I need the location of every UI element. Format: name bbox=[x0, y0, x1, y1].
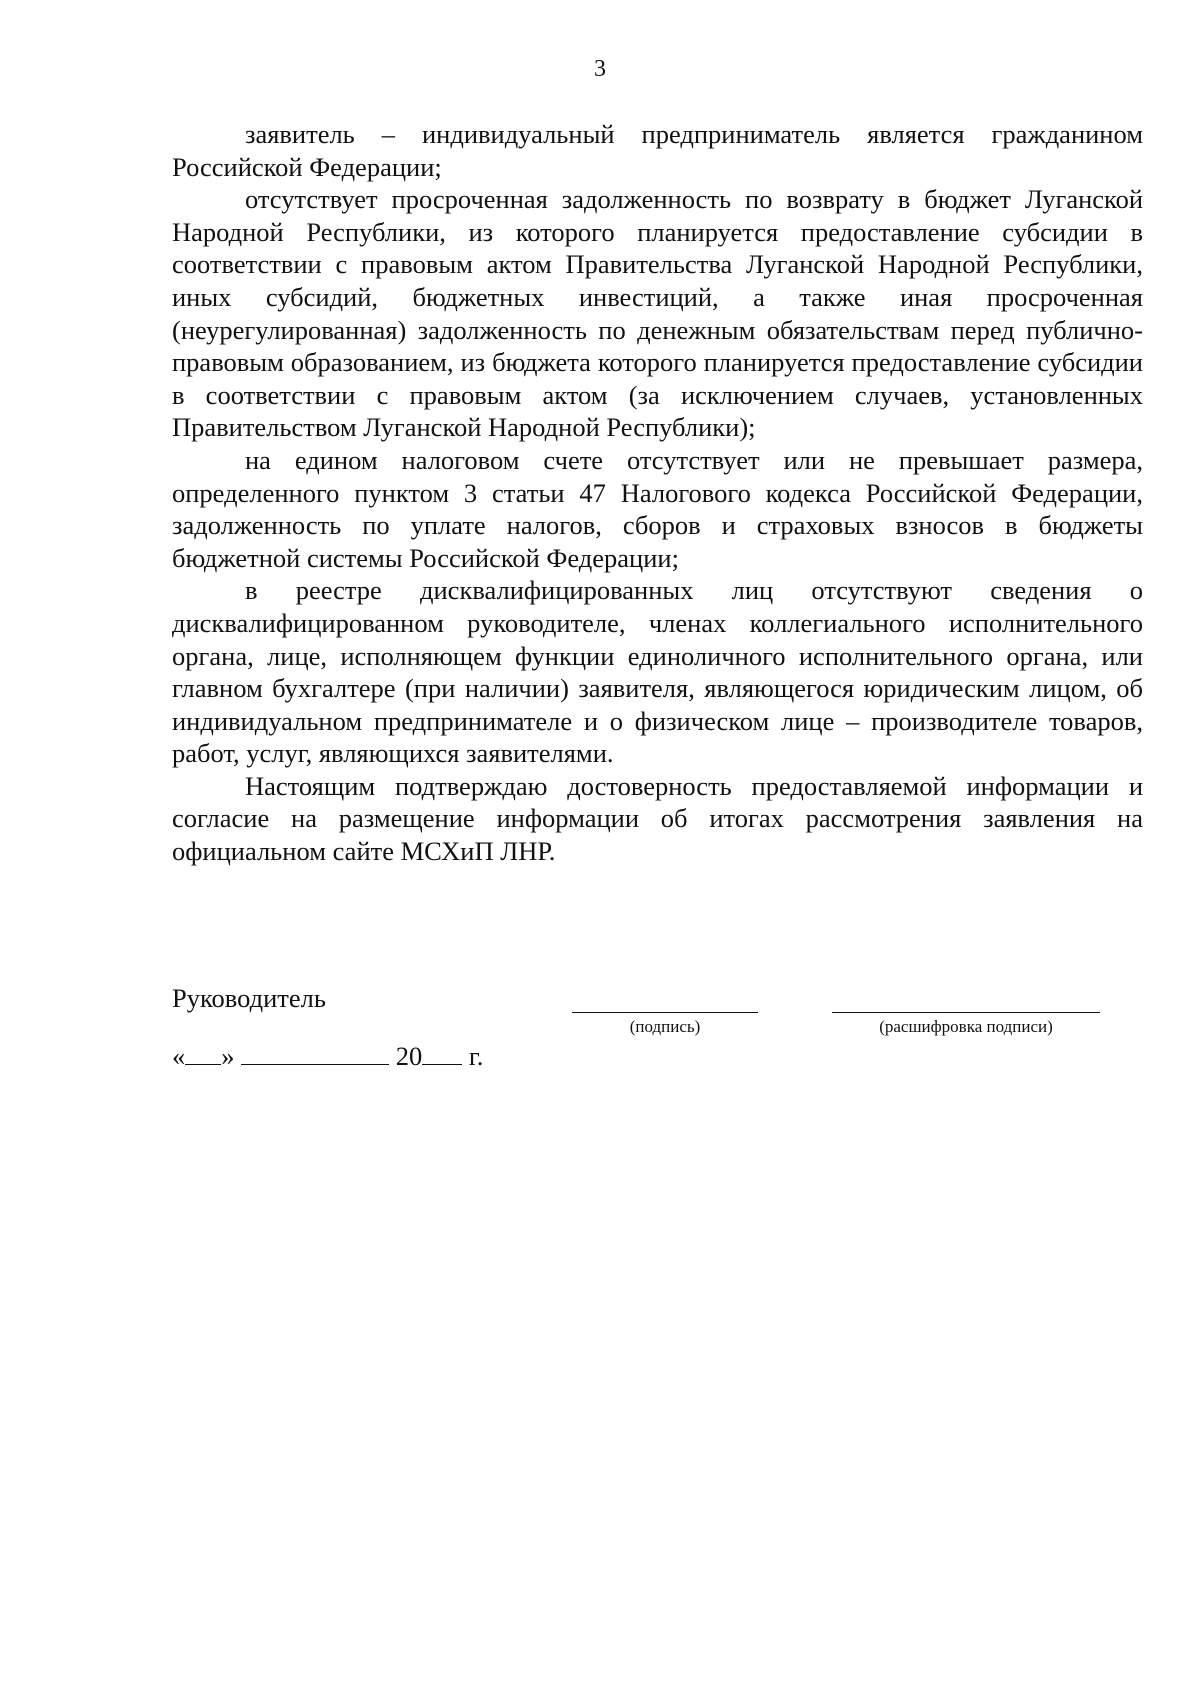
paragraph-confirmation: Настоящим подтверждаю достоверность предоставляемой информации и согласие на размещение информации об итогах рассмотрения заявления на официальном сайте МСХиП ЛНР. bbox=[172, 770, 1143, 867]
paragraph-citizenship: заявитель – индивидуальный предприниматель является гражданином Российской Федерации; bbox=[172, 119, 1143, 182]
signature-caption: (подпись) bbox=[629, 1017, 701, 1036]
month-blank bbox=[241, 1042, 389, 1065]
signature-decoding-caption: (расшифровка подписи) bbox=[879, 1017, 1053, 1036]
date-open-quote: « bbox=[172, 1041, 186, 1071]
year-blank bbox=[422, 1042, 462, 1065]
signature-line bbox=[572, 1012, 758, 1013]
year-suffix: г. bbox=[468, 1041, 484, 1071]
paragraph-disqualified-registry: в реестре дисквалифицированных лиц отсутствуют сведения о дисквалифицированном руководителе, членах коллегиального исполнительного органа, лице, исполняющем функции единоличного исполнительного органа, или главном бухгалтере (при наличии) заявителя, являющегося юридическим лицом, об индивидуальном предпринимателе и о физическом лице – производителе товаров, работ, услуг, являющихся заявителями. bbox=[172, 575, 1143, 769]
paragraph-tax-account: на едином налоговом счете отсутствует или не превышает размера, определенного пунктом 3 статьи 47 Налогового кодекса Российской Федерации, задолженность по уплате налогов, сборов и страховых взносов в бюджеты бюджетной системы Российской Федерации; bbox=[172, 444, 1143, 573]
paragraph-overdue-debt: отсутствует просроченная задолженность по возврату в бюджет Луганской Народной Республики, из которого планируется предоставление субсидии в соответствии с правовым актом Правительства Луганской Народной Республики, иных субсидий, бюджетных инвестиций, а также иная просроченная (неурегулированная) задолженность по денежным обязательствам перед публично-правовым образованием, из бюджета которого планируется предоставление субсидии в соответствии с правовым актом (за исключением случаев, установленных Правительством Луганской Народной Республики); bbox=[172, 184, 1143, 443]
date-line bbox=[172, 1040, 483, 1072]
signature-decoding-line bbox=[832, 1012, 1100, 1013]
day-blank bbox=[185, 1042, 221, 1065]
page-number: 3 bbox=[594, 56, 606, 82]
role-label: Руководитель bbox=[172, 983, 326, 1013]
date-close-quote: » bbox=[221, 1041, 235, 1071]
document-body bbox=[172, 118, 1143, 868]
year-prefix: 20 bbox=[395, 1041, 423, 1071]
